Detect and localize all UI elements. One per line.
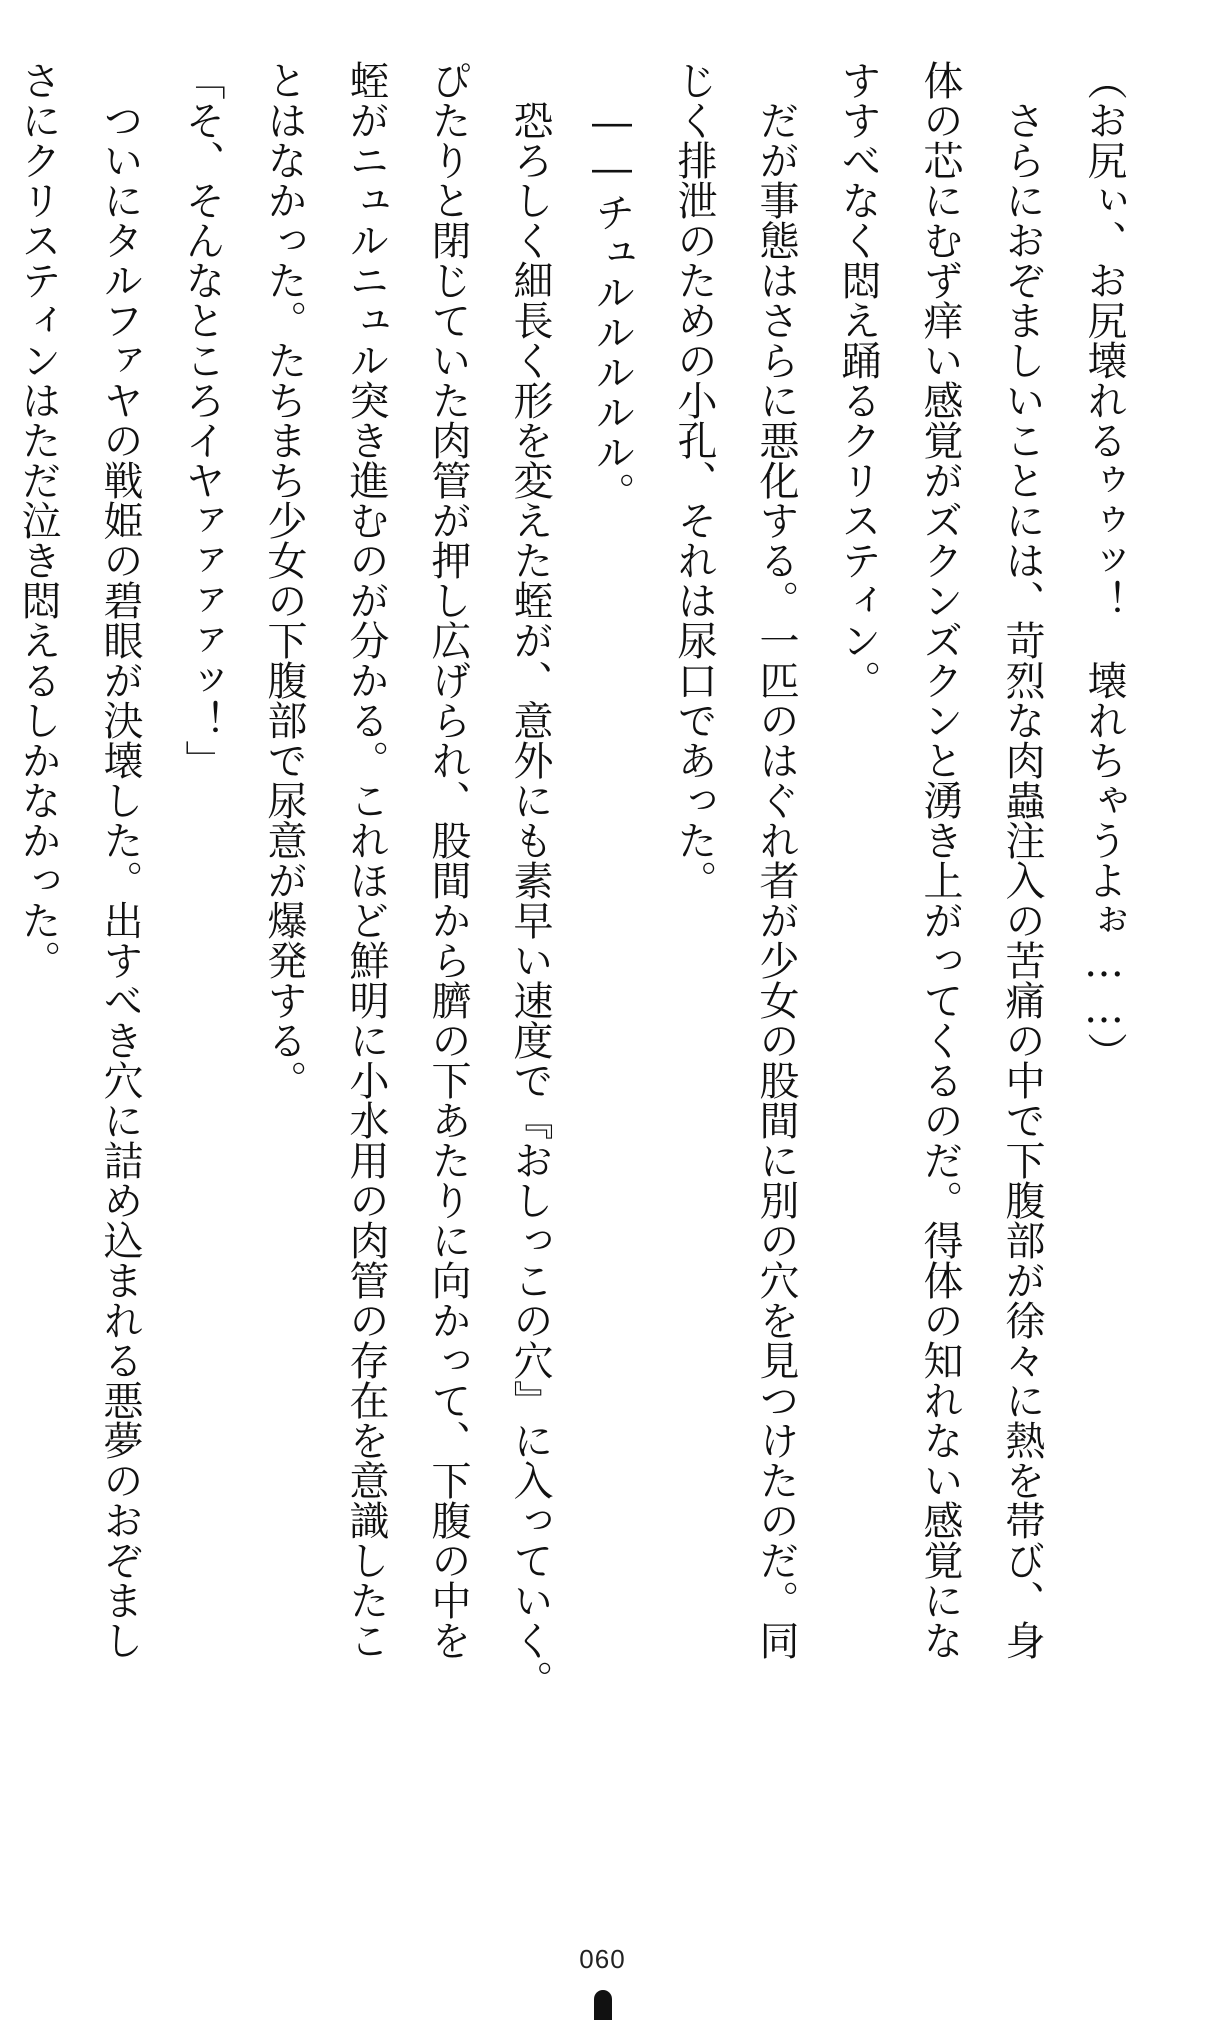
vertical-text-body: [15, 60, 1145, 1730]
page-edge-mark: [594, 1990, 612, 2020]
text-line: 「そ、そんなところイヤァァァァッ！」: [179, 60, 225, 780]
page-number: 060: [579, 1944, 626, 1974]
text-line: さにクリスティンはただ泣き悶えるしかなかった。: [15, 60, 61, 980]
text-line: とはなかった。たちまち少女の下腹部で尿意が爆発する。: [261, 60, 307, 1100]
text-line: じく排泄のための小孔、それは尿口であった。: [671, 60, 717, 900]
text-line: すすべなく悶え踊るクリスティン。: [835, 60, 881, 700]
text-line: さらにおぞましいことには、苛烈な肉蟲注入の苦痛の中で下腹部が徐々に熱を帯び、身: [999, 60, 1045, 1660]
text-line: だが事態はさらに悪化する。一匹のはぐれ者が少女の股間に別の穴を見つけたのだ。同: [753, 60, 799, 1660]
text-line: 蛭がニュルニュル突き進むのが分かる。これほど鮮明に小水用の肉管の存在を意識したこ: [343, 60, 389, 1660]
text-line: 体の芯にむず痒い感覚がズクンズクンと湧き上がってくるのだ。得体の知れない感覚にな: [917, 60, 963, 1660]
text-line: 恐ろしく細長く形を変えた蛭が、意外にも素早い速度で『おしっこの穴』に入っていく。: [507, 60, 553, 1700]
text-line: ぴたりと閉じていた肉管が押し広げられ、股間から臍の下あたりに向かって、下腹の中を: [425, 60, 471, 1660]
text-line: ――チュルルルルル。: [589, 60, 635, 512]
text-line: ついにタルファヤの戦姫の碧眼が決壊した。出すべき穴に詰め込まれる悪夢のおぞまし: [97, 60, 143, 1660]
text-line: （お尻ぃ、お尻壊れるゥゥッ！ 壊れちゃうよぉ……）: [1081, 60, 1127, 1072]
